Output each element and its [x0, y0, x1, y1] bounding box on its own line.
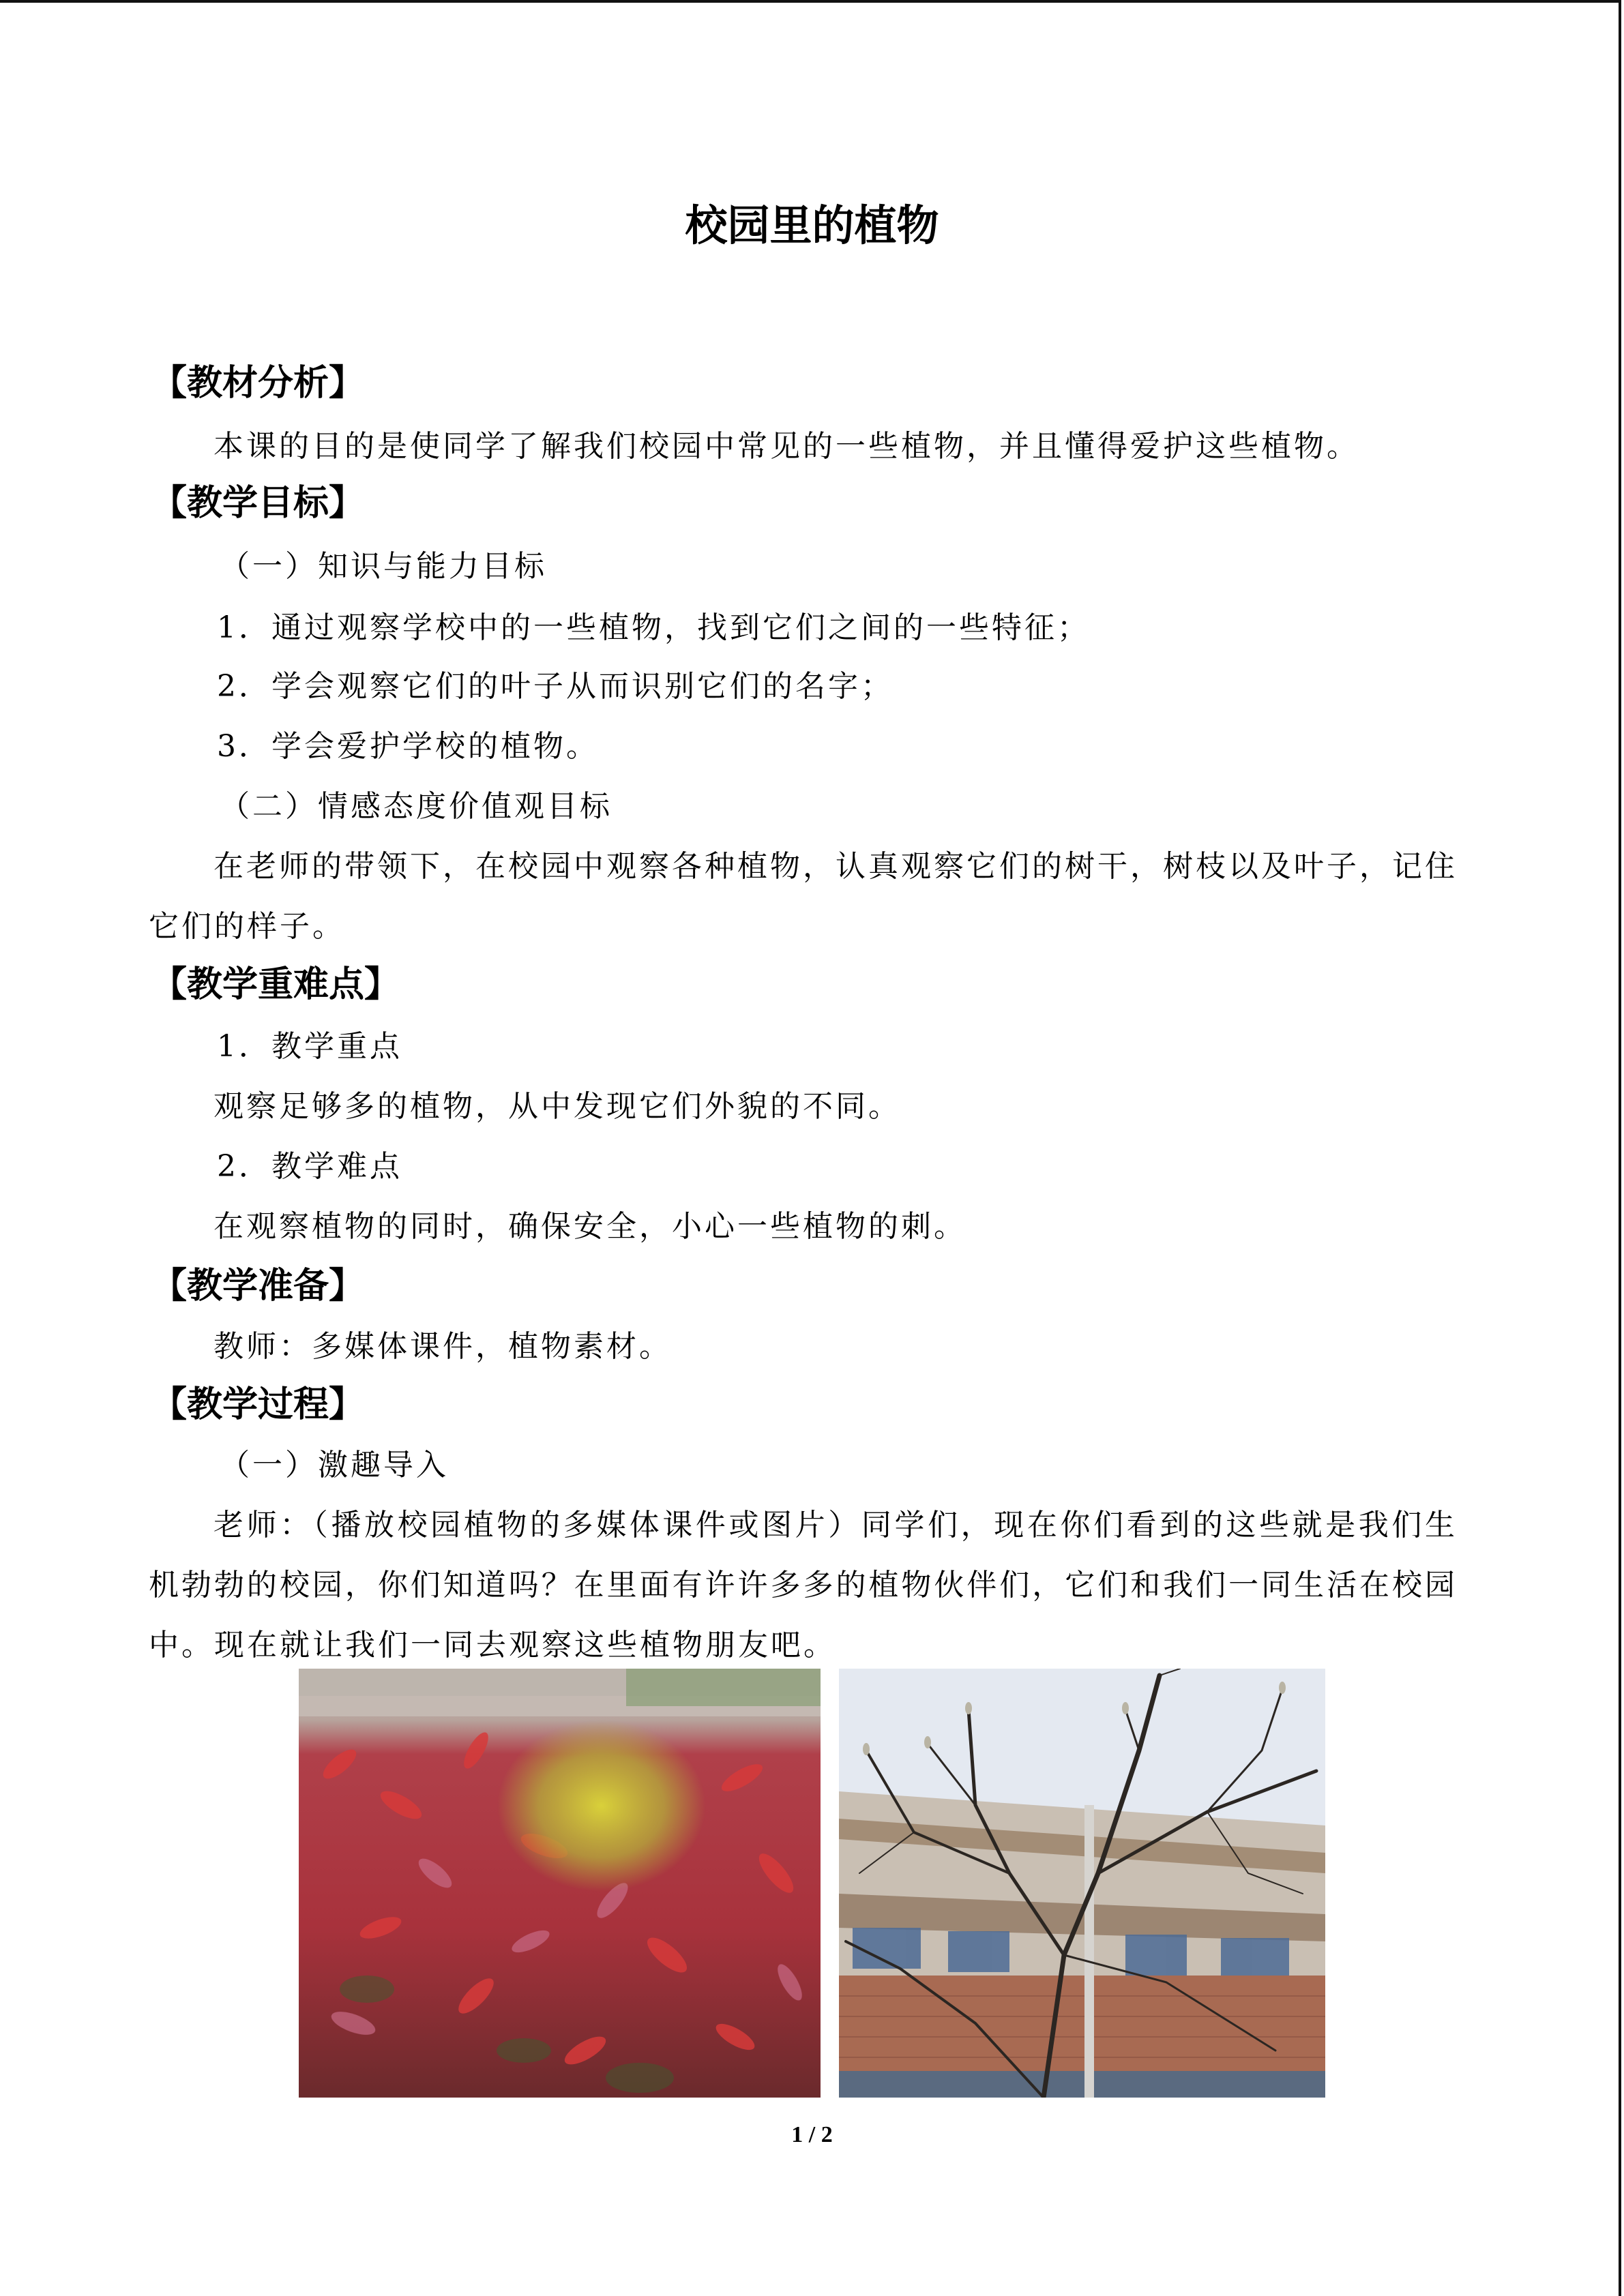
heading-key-points: 【教学重难点】: [151, 964, 400, 1005]
photo-red-shrub: [299, 1669, 821, 2098]
objectives-subheading-knowledge: （一）知识与能力目标: [220, 549, 547, 584]
objectives-paragraph-line2: 它们的样子。: [149, 909, 345, 944]
bare-tree-image: [839, 1669, 1325, 2098]
objective-item-3: 3．学会爱护学校的植物。: [217, 729, 599, 764]
process-paragraph-line3: 中。现在就让我们一同去观察这些植物朋友吧。: [149, 1628, 836, 1663]
difficult-point-label: 2．教学难点: [217, 1149, 402, 1184]
objective-item-2: 2．学会观察它们的叶子从而识别它们的名字；: [217, 669, 894, 704]
objectives-paragraph-line1: 在老师的带领下，在校园中观察各种植物，认真观察它们的树干，树枝以及叶子，记住: [213, 849, 1455, 884]
process-paragraph-line1: 老师：（播放校园植物的多媒体课件或图片）同学们，现在你们看到的这些就是我们生: [213, 1508, 1455, 1542]
process-subheading-intro: （一）激趣导入: [220, 1448, 449, 1482]
page-indicator: 1 / 2: [791, 2122, 833, 2147]
key-point-label: 1．教学重点: [217, 1029, 402, 1064]
heading-preparation: 【教学准备】: [151, 1265, 365, 1307]
analysis-paragraph: 本课的目的是使同学了解我们校园中常见的一些植物，并且懂得爱护这些植物。: [213, 429, 1359, 464]
key-point-text: 观察足够多的植物，从中发现它们外貌的不同。: [213, 1089, 901, 1124]
difficult-point-text: 在观察植物的同时，确保安全，小心一些植物的刺。: [213, 1209, 966, 1244]
objective-item-1: 1．通过观察学校中的一些植物，找到它们之间的一些特征；: [217, 610, 1090, 645]
heading-process: 【教学过程】: [151, 1384, 365, 1425]
process-paragraph-line2: 机勃勃的校园，你们知道吗？在里面有许许多多的植物伙伴们，它们和我们一同生活在校园: [149, 1568, 1455, 1602]
heading-analysis: 【教材分析】: [151, 362, 365, 404]
document-title: 校园里的植物: [685, 200, 939, 250]
photo-bare-tree-building: [839, 1669, 1325, 2098]
preparation-text: 教师：多媒体课件，植物素材。: [213, 1329, 672, 1364]
heading-objectives: 【教学目标】: [151, 482, 365, 524]
objectives-subheading-attitude: （二）情感态度价值观目标: [220, 789, 612, 824]
red-shrub-image: [299, 1669, 821, 2098]
